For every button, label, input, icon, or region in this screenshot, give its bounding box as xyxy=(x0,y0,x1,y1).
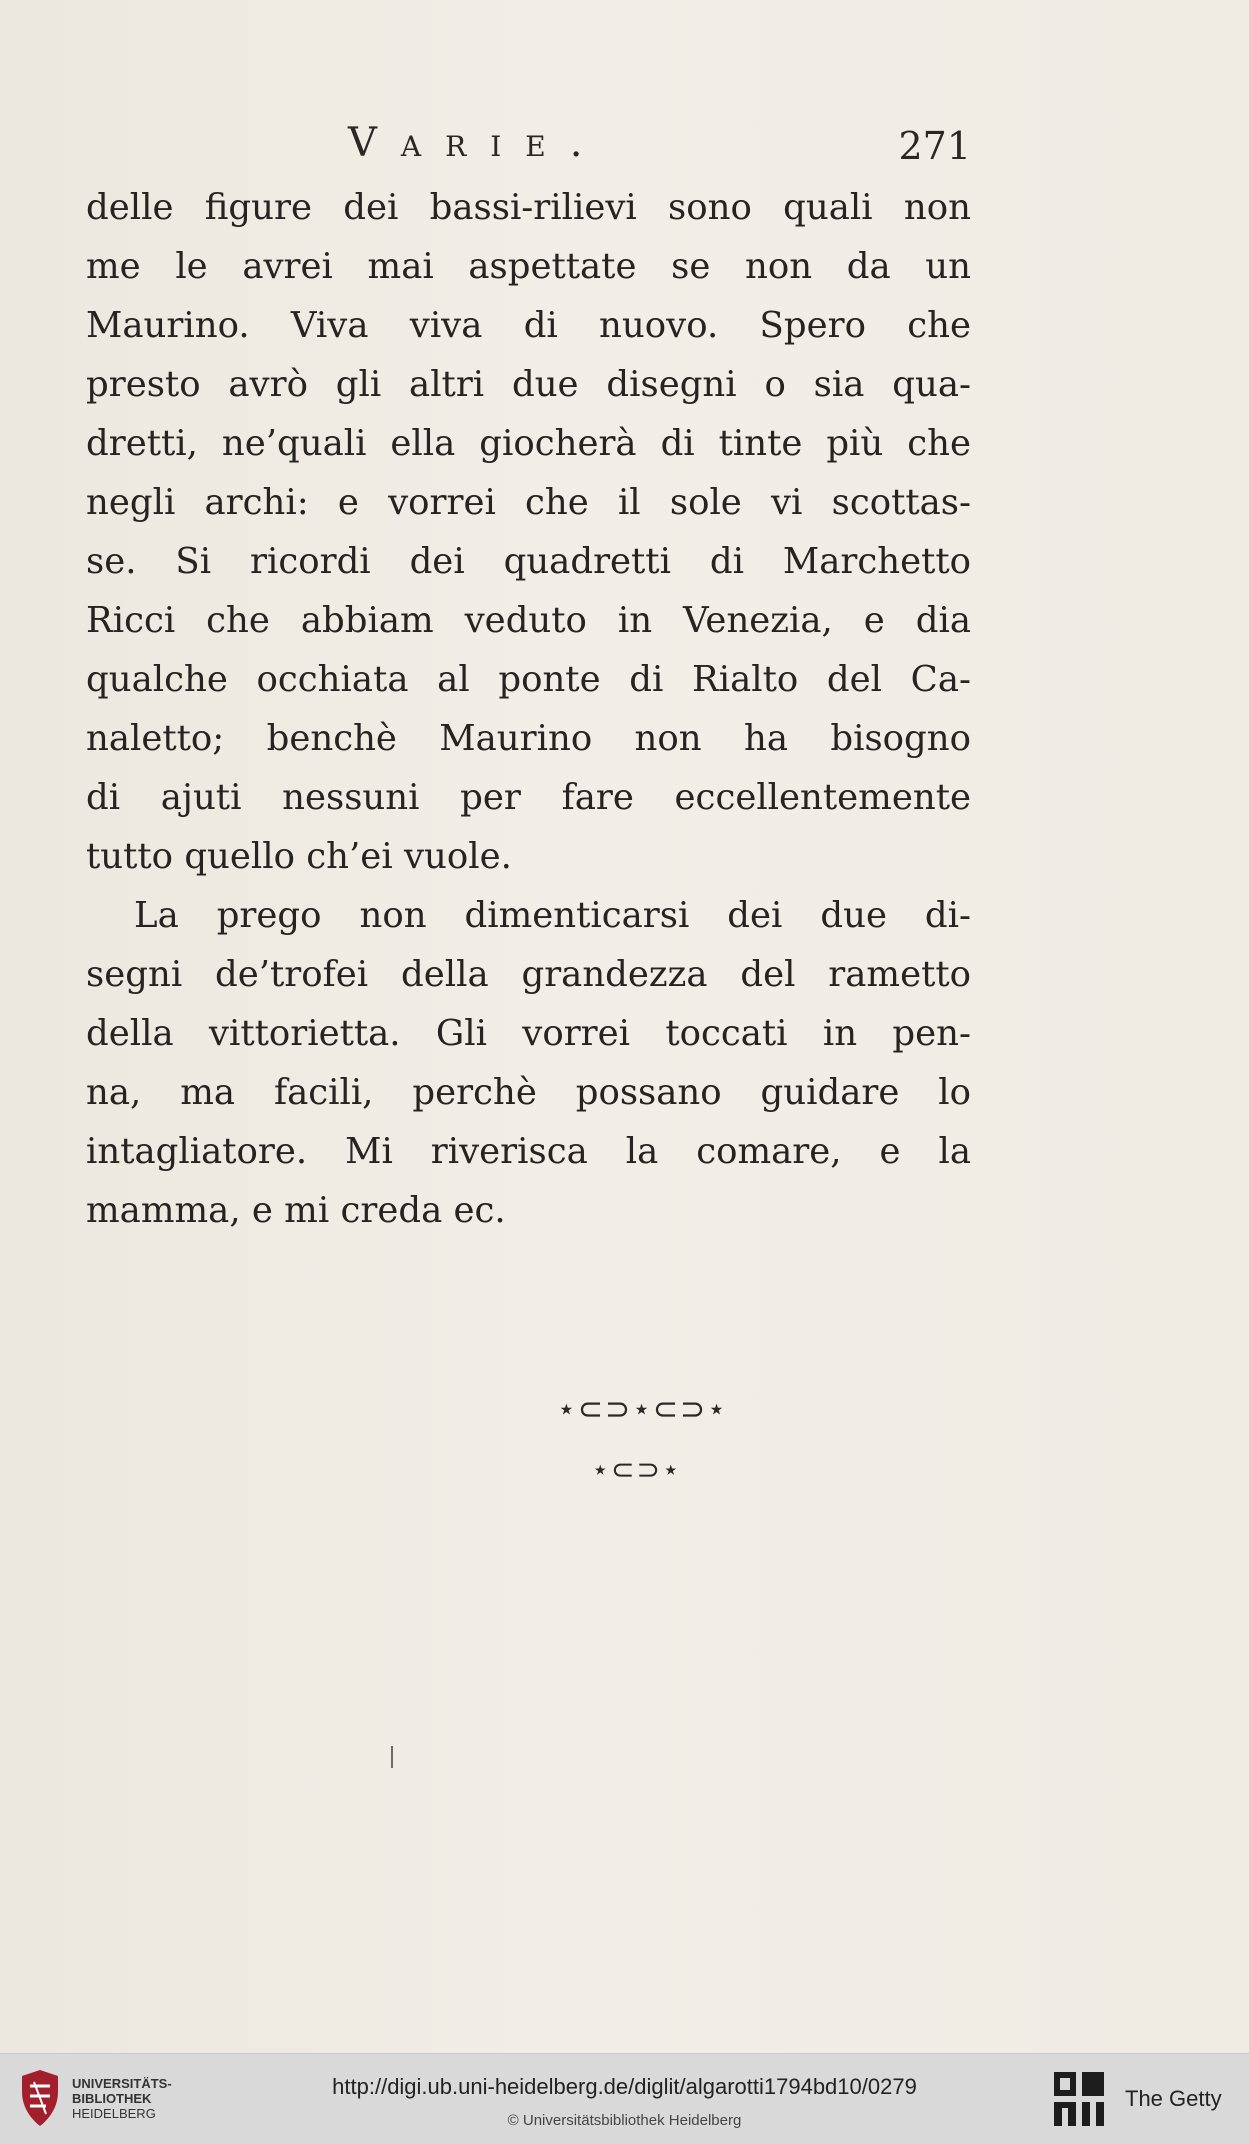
text-line: delle figure dei bassi-rilievi sono quali non xyxy=(86,187,971,228)
institution-line-1: UNIVERSITÄTS- xyxy=(72,2076,172,2091)
text-line: na, ma facili, perchè possano guidare lo xyxy=(86,1072,971,1113)
page-number: 271 xyxy=(898,124,971,168)
ornament-row-2: ⋆⊂⊃⋆ xyxy=(591,1453,682,1486)
permalink-url[interactable]: http://digi.ub.uni-heidelberg.de/diglit/algarotti1794bd10/0279 xyxy=(332,2074,917,2099)
partner-name: The Getty xyxy=(1125,2086,1222,2111)
text-line: intagliatore. Mi riverisca la comare, e la xyxy=(86,1131,971,1172)
letter-text xyxy=(86,178,971,1240)
text-line: La prego non dimenticarsi dei due di- xyxy=(134,895,971,936)
text-line: naletto; benchè Maurino non ha bisogno xyxy=(86,718,971,759)
text-line: me le avrei mai aspettate se non da un xyxy=(86,246,971,287)
copyright-notice: © Universitätsbibliothek Heidelberg xyxy=(507,2112,742,2129)
running-head xyxy=(86,112,971,172)
text-line: dretti, ne’quali ella giocherà di tinte più che xyxy=(86,423,971,464)
institution-line-3: HEIDELBERG xyxy=(72,2106,156,2121)
text-line: mamma, e mi creda ec. xyxy=(86,1190,506,1231)
text-line: segni de’trofei della grandezza del rametto xyxy=(86,954,971,995)
text-line: qualche occhiata al ponte di Rialto del Ca- xyxy=(86,659,971,700)
ornament-row-1: ⋆⊂⊃⋆⊂⊃⋆ xyxy=(557,1392,728,1427)
footer-bar xyxy=(0,2053,1249,2144)
getty-logo-icon xyxy=(1050,2068,1108,2130)
text-line: tutto quello ch’ei vuole. xyxy=(86,836,512,877)
institution-line-2: BIBLIOTHEK xyxy=(72,2091,152,2106)
text-line: presto avrò gli altri due disegni o sia qua- xyxy=(86,364,971,405)
text-line: Maurino. Viva viva di nuovo. Spero che xyxy=(86,305,971,346)
text-line: se. Si ricordi dei quadretti di Marchetto xyxy=(86,541,971,582)
text-line: negli archi: e vorrei che il sole vi scottas- xyxy=(86,482,971,523)
text-line: Ricci che abbiam veduto in Venezia, e dia xyxy=(86,600,971,641)
running-title: Varie. xyxy=(348,120,607,166)
text-line: della vittorietta. Gli vorrei toccati in pen- xyxy=(86,1013,971,1054)
stray-mark xyxy=(391,1746,393,1768)
text-line: di ajuti nessuni per fare eccellentemente xyxy=(86,777,971,818)
